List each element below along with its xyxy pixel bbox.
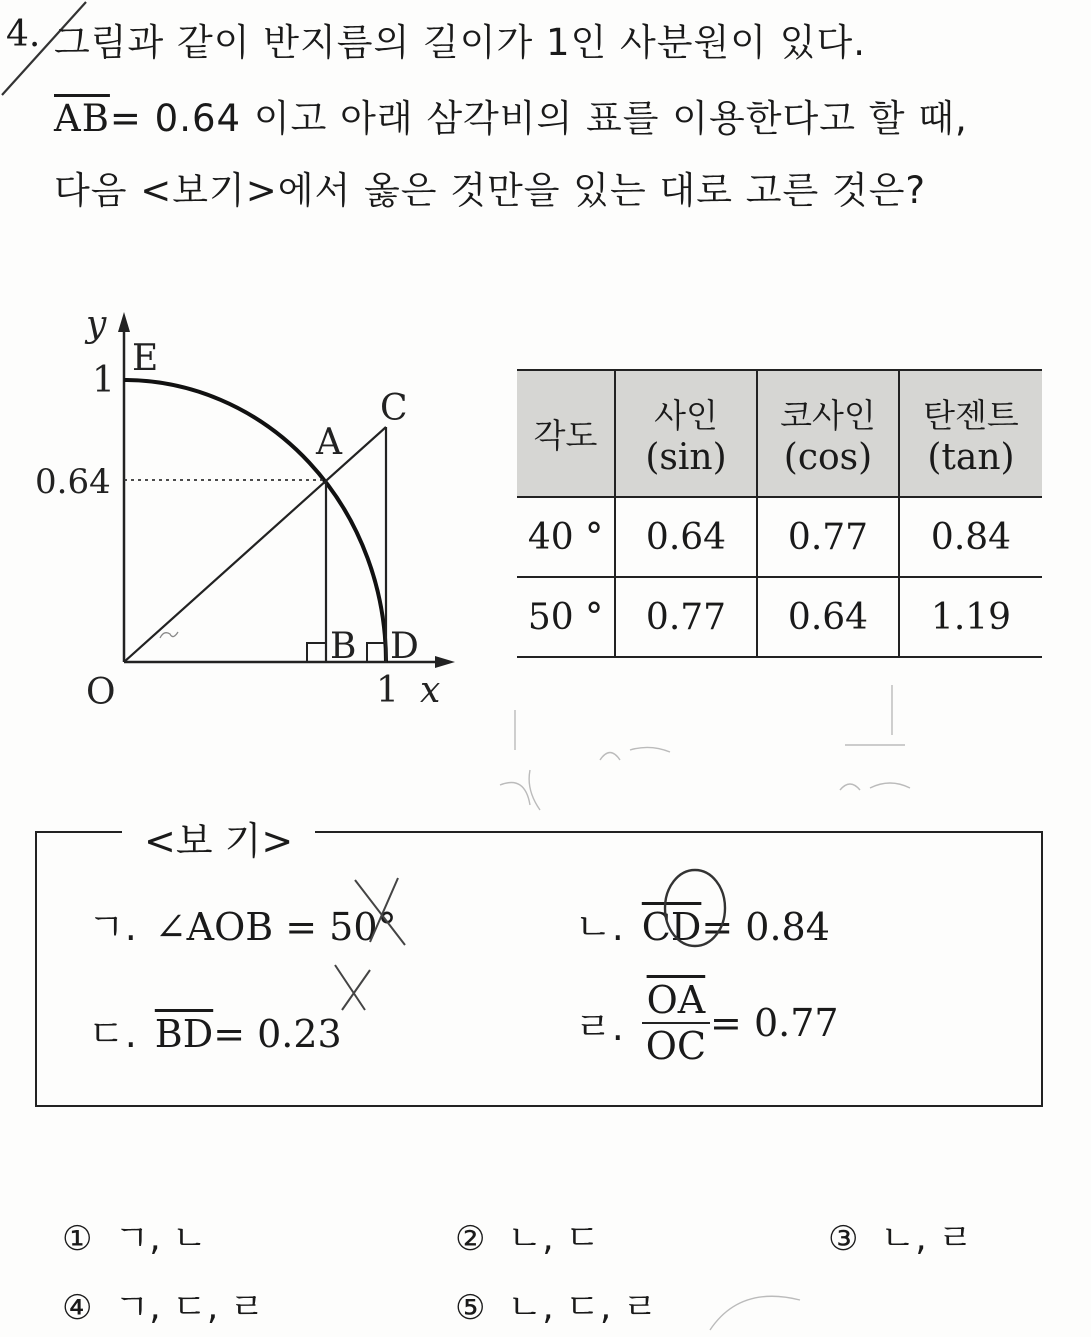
item-text: = 0.23 [213,1012,342,1056]
item-marker: ㄹ. [575,1004,624,1049]
item-marker: ㄷ. [88,1012,137,1056]
question-line-3: 다음 <보기>에서 옳은 것만을 있는 대로 고른 것은? [54,169,927,212]
cell-angle: 40 ° [517,497,615,577]
header-angle: 각도 [517,370,615,497]
label-c: C [380,388,408,429]
bogi-title: <보 기> [122,810,315,865]
table-row [517,497,1042,577]
pencil-curve [700,1280,820,1337]
item-marker: ㄴ. [575,905,624,949]
label-tick-1-y: 1 [92,360,115,401]
handwritten-marks [330,860,750,1060]
choice-3[interactable]: ③ ㄴ, ㄹ [828,1218,973,1259]
header-sin: 사인 (sin) [615,370,757,497]
cell-sin: 0.77 [615,577,757,657]
header-tan: 탄젠트 (tan) [899,370,1042,497]
choice-2[interactable]: ② ㄴ, ㄷ [455,1218,600,1259]
cell-sin: 0.64 [615,497,757,577]
cross-mark-2 [335,965,370,1010]
y-axis-arrow [118,312,130,332]
choice-5[interactable]: ⑤ ㄴ, ㄷ, ㄹ [455,1287,658,1328]
label-b: B [330,626,357,667]
arc-ed [124,380,386,662]
header-cos: 코사인 (cos) [757,370,899,497]
item-text: = 0.77 [710,1001,839,1045]
cell-cos: 0.77 [757,497,899,577]
cell-tan: 0.84 [899,497,1042,577]
cell-angle: 50 ° [517,577,615,657]
cross-mark-1 [355,878,405,945]
item-text: = 0.84 [701,905,830,949]
fraction-denominator: OC [645,1024,707,1068]
circle-mark [665,870,725,946]
trig-table [517,369,1042,658]
item-text: ∠AOB = 50° [154,905,397,949]
segment-cd: $\overline{CD}$ [641,905,702,949]
label-e: E [132,338,159,379]
cell-tan: 1.19 [899,577,1042,657]
table-row [517,577,1042,657]
question-line-2 [54,88,968,142]
cell-cos: 0.64 [757,577,899,657]
segment-ab: $\overline{AB}$ [54,97,110,140]
pencil-angle-mark [160,632,178,638]
label-d: D [390,626,419,667]
choice-1[interactable]: ① ㄱ, ㄴ [62,1218,207,1259]
label-o: O [86,672,116,713]
pencil-scribbles [480,680,960,830]
quarter-circle-figure [20,300,470,720]
label-a: A [316,422,342,463]
right-angle-d [367,643,386,662]
item-marker: ㄱ. [88,905,137,949]
question-line-1: 그림과 같이 반지름의 길이가 1인 사분원이 있다. [54,21,866,64]
table-header-row [517,370,1042,497]
label-y: y [86,304,107,345]
label-tick-064: 0.64 [35,462,111,502]
label-x: x [420,670,441,711]
label-tick-1-x: 1 [376,670,399,711]
segment-bd: $\overline{BD}$ [154,1012,214,1056]
fraction-numerator: $\overline{OA}$ [642,978,710,1024]
question-line-2-rest: = 0.64 이고 아래 삼각비의 표를 이용한다고 할 때, [109,97,968,140]
choice-4[interactable]: ④ ㄱ, ㄷ, ㄹ [62,1287,265,1328]
bogi-item-3 [88,1003,342,1058]
question-number: 4. [6,14,41,55]
x-axis-arrow [435,656,455,668]
right-angle-b [307,643,326,662]
